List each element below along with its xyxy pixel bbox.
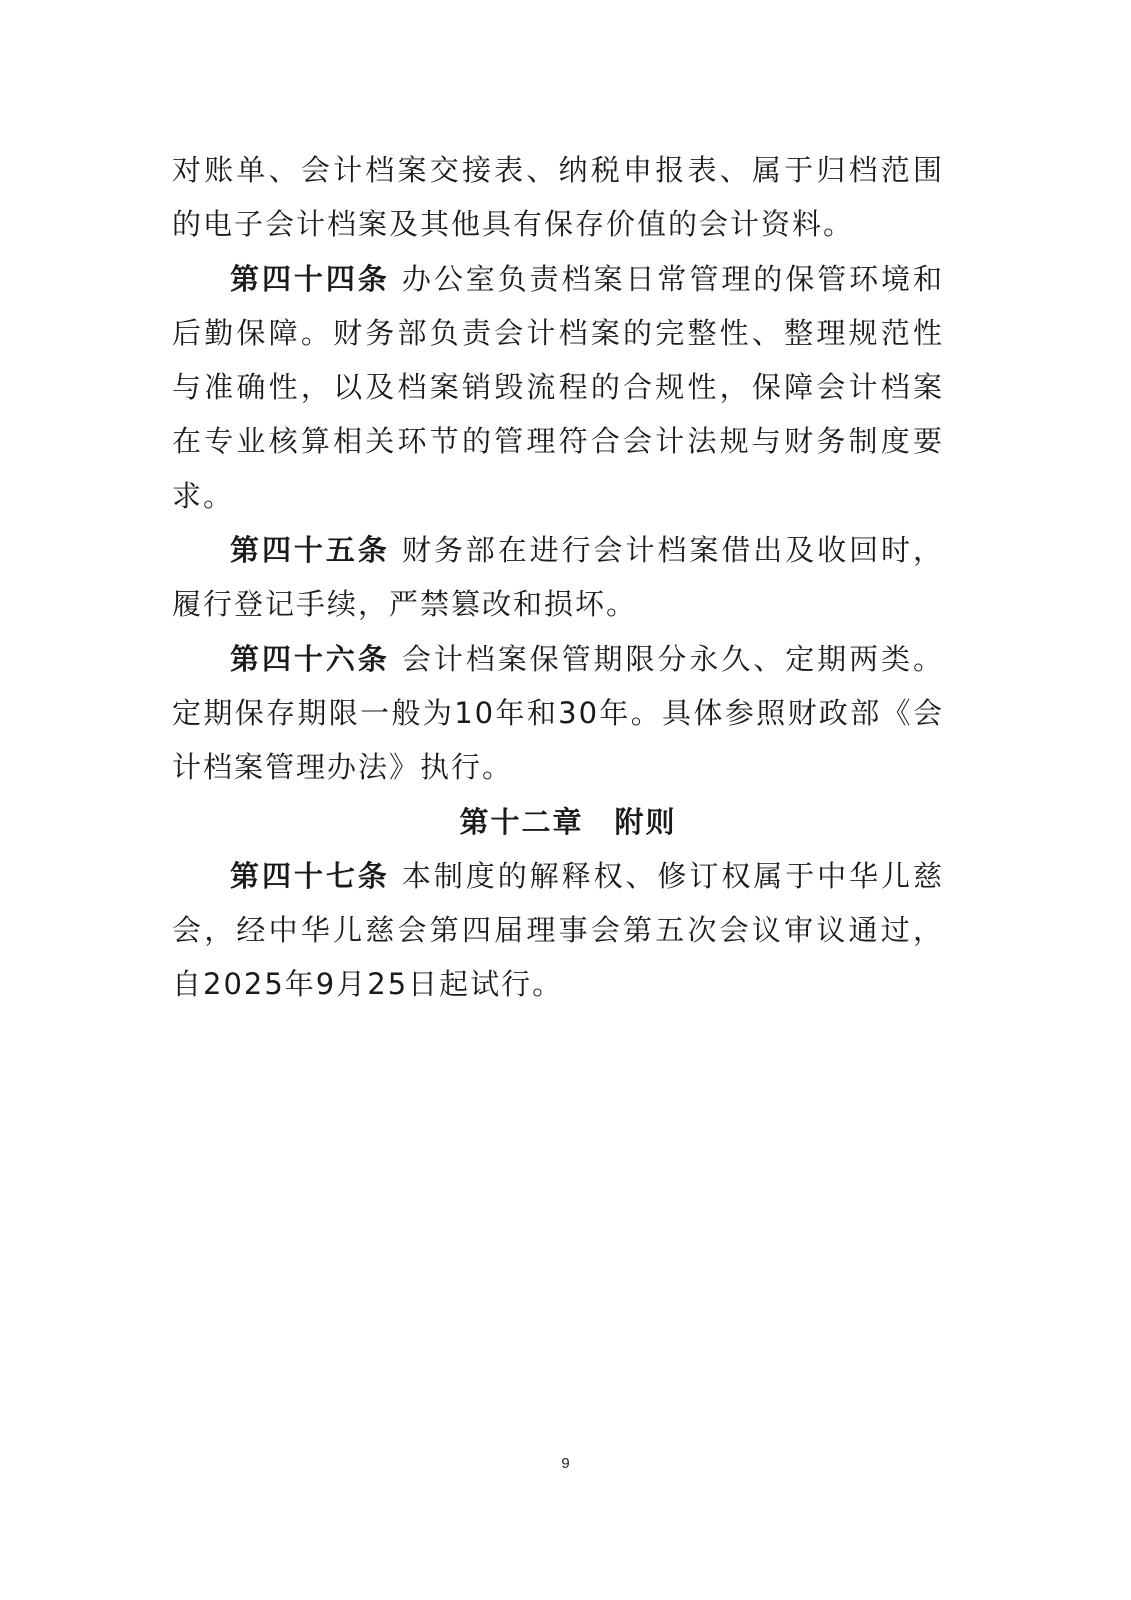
article-text: 财务部在进行会计档案借出及收回时，履行登记手续，严禁篡改和损坏。 [172, 533, 944, 622]
paragraph-continuation [172, 143, 944, 252]
article-46 [172, 632, 944, 795]
article-44 [172, 252, 944, 523]
article-text: 会计档案保管期限分永久、定期两类。定期保存期限一般为10年和30年。具体参照财政部《会计档案管理办法》执行。 [172, 641, 944, 785]
page-number: 9 [561, 1455, 570, 1472]
page-body [172, 143, 944, 1012]
article-text: 办公室负责档案日常管理的保管环境和后勤保障。财务部负责会计档案的完整性、整理规范性与准确性，以及档案销毁流程的合规性，保障会计档案在专业核算相关环节的管理符合会计法规与财务制度要求。 [172, 261, 944, 513]
article-number: 第四十七条 [230, 858, 390, 893]
article-number: 第四十六条 [230, 641, 390, 676]
article-number: 第四十四条 [230, 261, 390, 296]
article-47 [172, 849, 944, 1012]
article-text: 本制度的解释权、修订权属于中华儿慈会，经中华儿慈会第四届理事会第五次会议审议通过，自2025年9月25日起试行。 [172, 858, 944, 1002]
paragraph-text: 对账单、会计档案交接表、纳税申报表、属于归档范围的电子会计档案及其他具有保存价值的会计资料。 [172, 153, 944, 242]
article-45 [172, 523, 944, 632]
chapter-heading: 第十二章 附则 [459, 804, 677, 839]
article-number: 第四十五条 [230, 533, 390, 568]
